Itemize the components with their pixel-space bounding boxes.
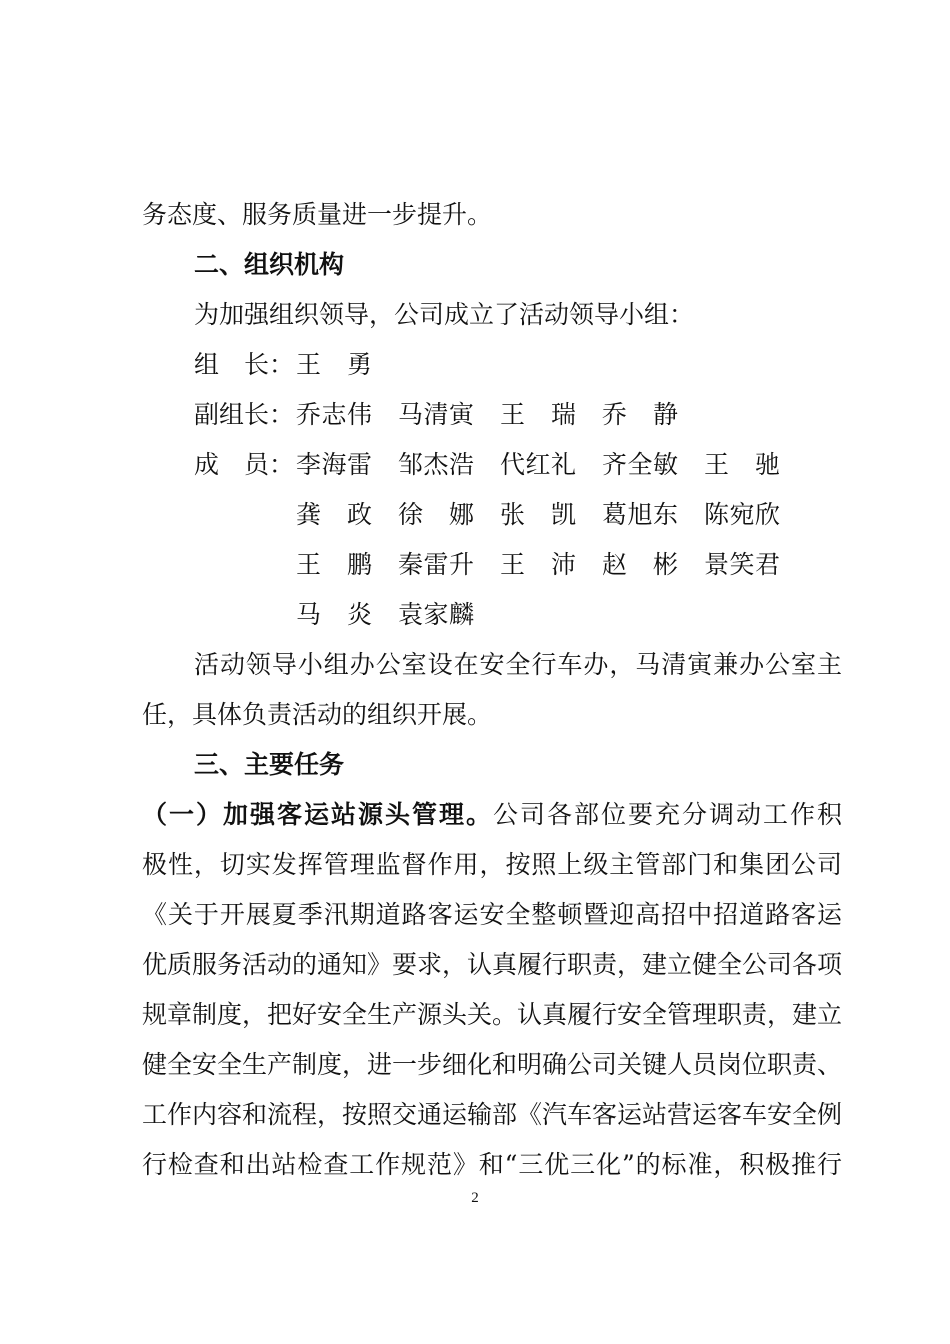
name-char: 王 bbox=[500, 550, 526, 579]
task1-line: 工作内容和流程，按照交通运输部《汽车客运站营运客车安全例 bbox=[142, 1100, 843, 1129]
name-char: 志 bbox=[321, 400, 347, 429]
name-char: 王 bbox=[704, 450, 730, 479]
member-name bbox=[602, 540, 678, 590]
name-char: 凯 bbox=[550, 500, 576, 529]
deputy-name bbox=[296, 390, 372, 440]
name-char: 清 bbox=[423, 400, 449, 429]
name-char: 齐 bbox=[602, 450, 628, 479]
member-name bbox=[296, 440, 372, 490]
name-char: 王 bbox=[296, 350, 322, 379]
name-char: 礼 bbox=[550, 450, 576, 479]
name-char: 寅 bbox=[448, 400, 474, 429]
office-paragraph-line: 任，具体负责活动的组织开展。 bbox=[142, 700, 493, 729]
name-char: 徐 bbox=[398, 500, 424, 529]
member-name bbox=[296, 590, 372, 640]
leader-label: 组 长： bbox=[194, 350, 294, 379]
task1-text: 公司各部位要充分调动工作积 bbox=[493, 800, 842, 829]
name-char: 陈 bbox=[704, 500, 730, 529]
name-char: 升 bbox=[448, 550, 474, 579]
page-number: 2 bbox=[471, 1190, 479, 1206]
name-char: 马 bbox=[296, 600, 322, 629]
leader-name bbox=[296, 340, 372, 390]
member-name bbox=[398, 440, 474, 490]
name-char: 瑞 bbox=[550, 400, 576, 429]
members-row bbox=[0, 440, 950, 490]
name-char: 笑 bbox=[729, 550, 755, 579]
name-char: 邹 bbox=[398, 450, 424, 479]
office-paragraph-line: 活动领导小组办公室设在安全行车办，马清寅兼办公室主 bbox=[194, 650, 842, 679]
members-row bbox=[0, 590, 950, 640]
task1-line: 极性，切实发挥管理监督作用，按照上级主管部门和集团公司 bbox=[142, 850, 842, 879]
member-name bbox=[602, 440, 678, 490]
name-char: 鹏 bbox=[346, 550, 372, 579]
task1-first-line bbox=[142, 790, 842, 840]
name-char: 政 bbox=[346, 500, 372, 529]
member-name bbox=[704, 540, 780, 590]
name-char: 炎 bbox=[346, 600, 372, 629]
deputy-name bbox=[500, 390, 576, 440]
name-char: 马 bbox=[398, 400, 424, 429]
member-name bbox=[398, 490, 474, 540]
deputy-label: 副 组 长： bbox=[194, 400, 295, 429]
name-char: 海 bbox=[321, 450, 347, 479]
name-char: 王 bbox=[296, 550, 322, 579]
deputy-name bbox=[602, 390, 678, 440]
task1-line: 规章制度，把好安全生产源头关。认真履行安全管理职责，建立 bbox=[142, 1000, 843, 1029]
name-char: 东 bbox=[652, 500, 678, 529]
name-char: 红 bbox=[525, 450, 551, 479]
paragraph-continuation: 务态度、服务质量进一步提升。 bbox=[142, 200, 493, 229]
name-char: 娜 bbox=[448, 500, 474, 529]
member-name bbox=[704, 440, 780, 490]
name-char: 李 bbox=[296, 450, 322, 479]
name-char: 浩 bbox=[448, 450, 474, 479]
name-char: 旭 bbox=[627, 500, 653, 529]
member-name bbox=[398, 590, 474, 640]
member-name bbox=[500, 540, 576, 590]
name-char: 彬 bbox=[652, 550, 678, 579]
members-label: 成 员： bbox=[194, 450, 294, 479]
name-char: 张 bbox=[500, 500, 526, 529]
name-char: 宛 bbox=[729, 500, 755, 529]
name-char: 家 bbox=[423, 600, 449, 629]
name-char: 秦 bbox=[398, 550, 424, 579]
name-char: 驰 bbox=[754, 450, 780, 479]
member-name bbox=[500, 440, 576, 490]
leader-row bbox=[0, 340, 950, 390]
deputy-name bbox=[398, 390, 474, 440]
name-char: 赵 bbox=[602, 550, 628, 579]
name-char: 全 bbox=[627, 450, 653, 479]
member-name bbox=[602, 490, 678, 540]
task1-line: 《关于开展夏季汛期道路客运安全整顿暨迎高招中招道路客运 bbox=[142, 900, 842, 929]
name-char: 王 bbox=[500, 400, 526, 429]
name-char: 龚 bbox=[296, 500, 322, 529]
org-intro: 为加强组织领导，公司成立了活动领导小组： bbox=[194, 300, 695, 329]
name-char: 杰 bbox=[423, 450, 449, 479]
name-char: 欣 bbox=[754, 500, 780, 529]
section-heading-tasks: 三、主要任务 bbox=[194, 750, 345, 779]
member-name bbox=[500, 490, 576, 540]
deputy-row bbox=[0, 390, 950, 440]
name-char: 勇 bbox=[346, 350, 372, 379]
task1-line: 行检查和出站检查工作规范》和“三优三化”的标准，积极推行 bbox=[142, 1150, 842, 1179]
section-heading-organization: 二、组织机构 bbox=[194, 250, 345, 279]
name-char: 麟 bbox=[448, 600, 474, 629]
name-char: 景 bbox=[704, 550, 730, 579]
name-char: 静 bbox=[652, 400, 678, 429]
name-char: 葛 bbox=[602, 500, 628, 529]
task1-line: 健全安全生产制度，进一步细化和明确公司关键人员岗位职责、 bbox=[142, 1050, 843, 1079]
name-char: 敏 bbox=[652, 450, 678, 479]
name-char: 乔 bbox=[602, 400, 628, 429]
name-char: 伟 bbox=[346, 400, 372, 429]
task1-title: （一）加强客运站源头管理。 bbox=[142, 800, 493, 829]
member-name bbox=[398, 540, 474, 590]
members-row bbox=[0, 540, 950, 590]
member-name bbox=[296, 490, 372, 540]
name-char: 代 bbox=[500, 450, 526, 479]
name-char: 君 bbox=[754, 550, 780, 579]
members-row bbox=[0, 490, 950, 540]
name-char: 乔 bbox=[296, 400, 322, 429]
task1-line: 优质服务活动的通知》要求，认真履行职责，建立健全公司各项 bbox=[142, 950, 843, 979]
member-name bbox=[296, 540, 372, 590]
name-char: 雷 bbox=[346, 450, 372, 479]
name-char: 沛 bbox=[550, 550, 576, 579]
member-name bbox=[704, 490, 780, 540]
name-char: 袁 bbox=[398, 600, 424, 629]
name-char: 雷 bbox=[423, 550, 449, 579]
